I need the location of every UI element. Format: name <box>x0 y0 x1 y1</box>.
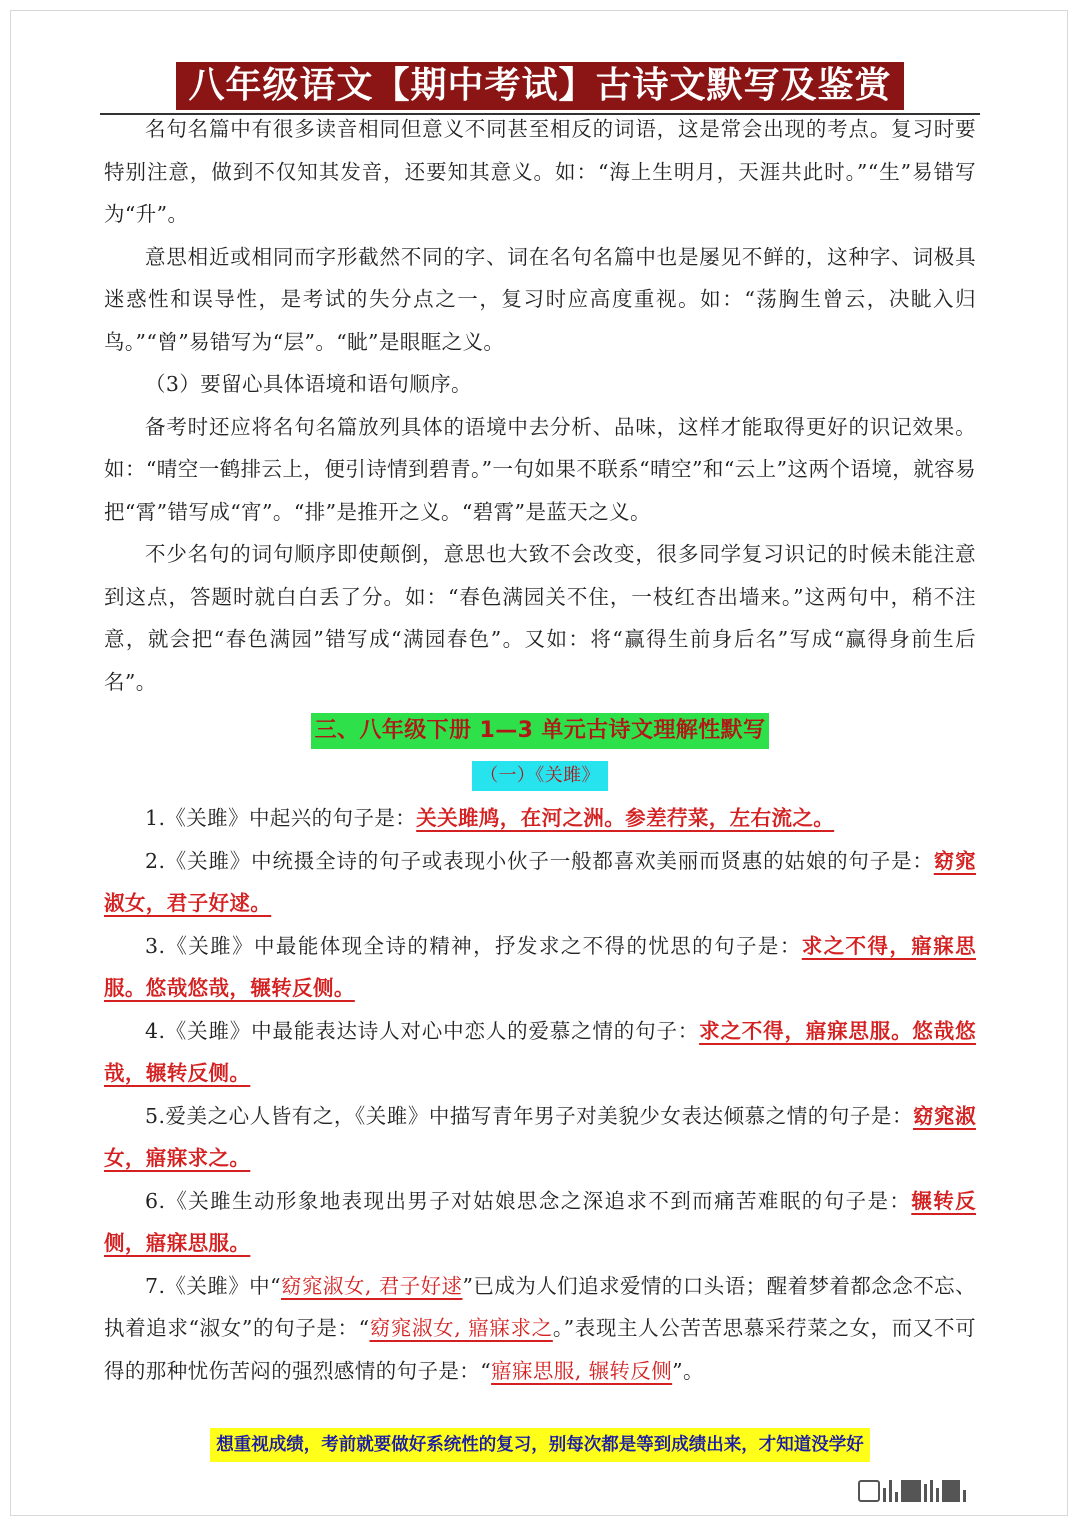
question-6 <box>104 1180 976 1265</box>
paragraph-2: 意思相近或相同而字形截然不同的字、词在名句名篇中也是屡见不鲜的，这种字、词极具迷惑性和误导性，是考试的失分点之一，复习时应高度重视。如：“荡胸生曾云，决眦入归鸟。”“曾”易错写为“层”。“眦”是眼眶之义。 <box>104 244 976 354</box>
question-text: 2.《关雎》中统摄全诗的句子或表现小伙子一般都喜欢美丽而贤惠的姑娘的句子是： <box>145 848 934 873</box>
question-text: ”已成为人们追求爱情的口头语；醒着梦着都念念不忘、执着追求“淑女”的句子是：“ <box>104 1273 976 1340</box>
sub-heading-row <box>104 753 976 797</box>
watermark-bar-icon <box>936 1488 939 1502</box>
watermark-bar-icon <box>883 1488 886 1502</box>
section-heading-row <box>104 703 976 753</box>
question-3 <box>104 925 976 1010</box>
question-1 <box>104 797 976 840</box>
question-text: 7.《关雎》中“ <box>145 1273 281 1298</box>
sub-heading: （一）《关雎》 <box>472 761 608 791</box>
footer-banner: 想重视成绩，考前就要做好系统性的复习，别每次都是等到成绩出来，才知道没学好 <box>210 1428 870 1462</box>
paragraph-3: （3）要留心具体语境和语句顺序。 <box>145 372 472 396</box>
answer-text: 求之不得，寤寐思服。悠哉悠哉，辗转反侧。 <box>104 933 976 1000</box>
watermark-bar-icon <box>924 1484 927 1502</box>
watermark-bar-icon <box>963 1490 966 1502</box>
answer-text: 寤寐思服, 辗转反侧 <box>491 1358 673 1383</box>
paragraph-4: 备考时还应将名句名篇放列具体的语境中去分析、品味，这样才能取得更好的识记效果。如：“晴空一鹤排云上，便引诗情到碧青。”一句如果不联系“晴空”和“云上”这两个语境，就容易把“霄”错写成“宵”。“排”是推开之义。“碧霄”是蓝天之义。 <box>104 414 976 524</box>
question-text: 3.《关雎》中最能体现全诗的精神，抒发求之不得的忧思的句子是： <box>145 933 802 958</box>
watermark-logo <box>858 1478 1058 1502</box>
question-text: 1.《关雎》中起兴的句子是： <box>145 806 417 830</box>
question-text: 4.《关雎》中最能表达诗人对心中恋人的爱慕之情的句子： <box>145 1018 700 1043</box>
section-heading: 三、八年级下册 1—3 单元古诗文理解性默写 <box>311 713 770 749</box>
answer-text: 求之不得，寤寐思服。悠哉悠哉，辗转反侧。 <box>104 1018 976 1085</box>
watermark-bar-icon <box>942 1480 960 1502</box>
question-7 <box>104 1265 976 1393</box>
question-2 <box>104 840 976 925</box>
watermark-bar-icon <box>889 1480 892 1502</box>
watermark-bar-icon <box>895 1492 898 1502</box>
watermark-bar-icon <box>901 1480 921 1502</box>
title-container <box>0 62 1080 110</box>
answer-text: 窈窕淑女，寤寐求之。 <box>104 1103 976 1170</box>
question-text: 6.《关雎生动形象地表现出男子对姑娘思念之深追求不到而痛苦难眠的句子是： <box>145 1188 912 1213</box>
question-4 <box>104 1010 976 1095</box>
answer-text: 关关雎鸠，在河之洲。参差荇菜，左右流之。 <box>416 806 835 830</box>
answer-text: 窈窕淑女, 君子好逑 <box>281 1273 463 1298</box>
answer-text: 窈窕淑女, 寤寐求之 <box>369 1316 553 1340</box>
page-title: 八年级语文【期中考试】古诗文默写及鉴赏 <box>176 62 903 110</box>
paragraph-1: 名句名篇中有很多读音相同但意义不同甚至相反的词语，这是常会出现的考点。复习时要特别注意，做到不仅知其发音，还要知其意义。如：“海上生明月，天涯共此时。”“生”易错写为“升”。 <box>104 117 976 226</box>
watermark-square-icon <box>858 1480 880 1502</box>
answer-text: 窈窕淑女，君子好逑。 <box>104 848 976 915</box>
paragraph-5: 不少名句的词句顺序即使颠倒，意思也大致不会改变，很多同学复习识记的时候未能注意到这点，答题时就白白丢了分。如：“春色满园关不住，一枝红杏出墙来。”这两句中，稍不注意，就会把“春色满园”错写成“满园春色”。又如：将“赢得生前身后名”写成“赢得身前生后名”。 <box>104 542 976 694</box>
question-text: ”。 <box>672 1358 704 1383</box>
question-5 <box>104 1095 976 1180</box>
question-text: 5.爱美之心人皆有之，《关雎》中描写青年男子对美貌少女表达倾慕之情的句子是： <box>145 1103 913 1128</box>
footer-container <box>0 1428 1080 1462</box>
document-body <box>104 108 976 1392</box>
question-text: 。”表现主人公苦苦思慕采荇菜之女，而又不可得的那种忧伤苦闷的强烈感情的句子是：“ <box>104 1316 976 1383</box>
answer-text: 辗转反侧，寤寐思服。 <box>104 1188 976 1255</box>
watermark-bar-icon <box>930 1480 933 1502</box>
